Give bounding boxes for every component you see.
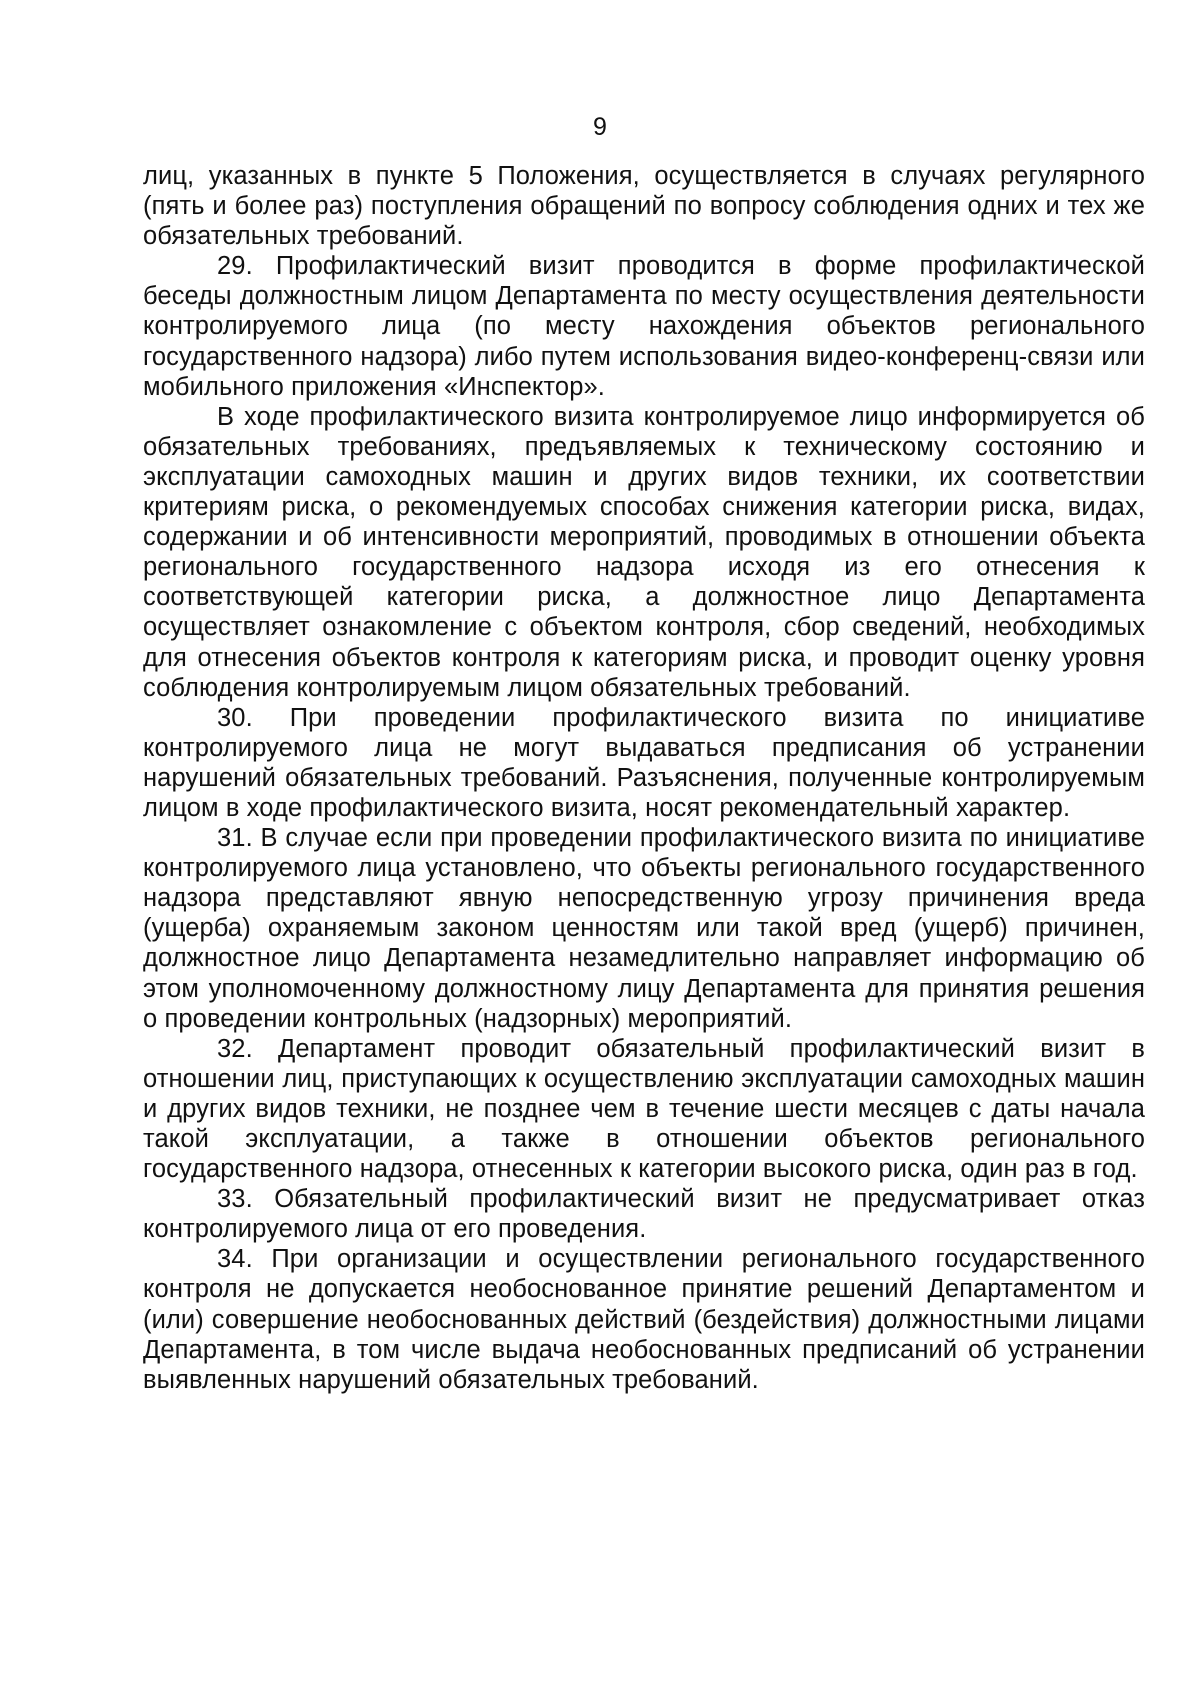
document-body [143,161,1145,1395]
paragraph-33: 33. Обязательный профилактический визит не предусматривает отказ контролируемого лица от его проведения. [143,1185,1145,1244]
paragraph-29-continued: В ходе профилактического визита контролируемое лицо информируется об обязательных требованиях, предъявляемых к техническому состоянию и эксплуатации самоходных машин и других видов техники, их соответствии критериям риска, о рекомендуемых способах снижения категории риска, видах, содержании и об интенсивности мероприятий, проводимых в отношении объекта регионального государственного надзора исходя из его отнесения к соответствующей категории риска, а должностное лицо Департамента осуществляет ознакомление с объектом контроля, сбор сведений, необходимых для отнесения объектов контроля к категориям риска, и проводит оценку уровня соблюдения контролируемым лицом обязательных требований. [143,402,1145,702]
paragraph-34: 34. При организации и осуществлении регионального государственного контроля не допускается необоснованное принятие решений Департаментом и (или) совершение необоснованных действий (бездействия) должностными лицами Департамента, в том числе выдача необоснованных предписаний об устранении выявленных нарушений обязательных требований. [143,1245,1145,1394]
paragraph-29: 29. Профилактический визит проводится в форме профилактической беседы должностным лицом Департамента по месту осуществления деятельности контролируемого лица (по месту нахождения объектов регионального государственного надзора) либо путем использования видео-конференц-связи или мобильного приложения «Инспектор». [143,252,1145,401]
paragraph-31: 31. В случае если при проведении профилактического визита по инициативе контролируемого лица установлено, что объекты регионального государственного надзора представляют явную непосредственную угрозу причинения вреда (ущерба) охраняемым законом ценностям или такой вред (ущерб) причинен, должностное лицо Департамента незамедлительно направляет информацию об этом уполномоченному должностному лицу Департамента для принятия решения о проведении контрольных (надзорных) мероприятий. [143,824,1145,1033]
paragraph-continuation: лиц, указанных в пункте 5 Положения, осуществляется в случаях регулярного (пять и более раз) поступления обращений по вопросу соблюдения одних и тех же обязательных требований. [143,162,1145,251]
paragraph-30: 30. При проведении профилактического визита по инициативе контролируемого лица не могут выдаваться предписания об устранении нарушений обязательных требований. Разъяснения, полученные контролируемым лицом в ходе профилактического визита, носят рекомендательный характер. [143,703,1145,822]
paragraph-32: 32. Департамент проводит обязательный профилактический визит в отношении лиц, приступающих к осуществлению эксплуатации самоходных машин и других видов техники, не позднее чем в течение шести месяцев с даты начала такой эксплуатации, а также в отношении объектов регионального государственного надзора, отнесенных к категории высокого риска, один раз в год. [143,1034,1145,1184]
page-number: 9 [593,113,607,141]
